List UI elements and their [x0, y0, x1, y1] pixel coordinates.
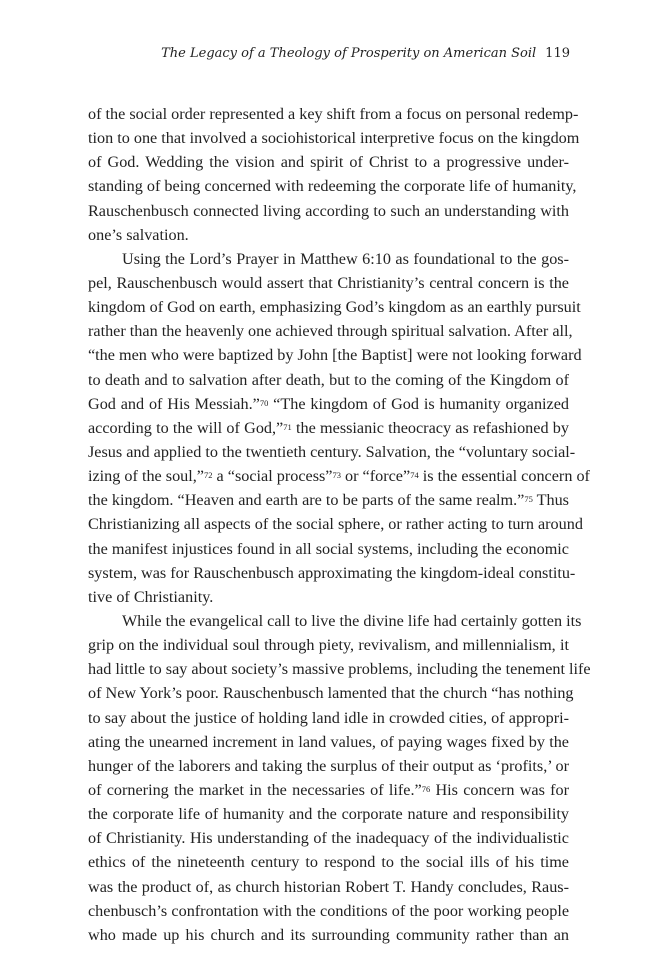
text-line: Jesus and applied to the twentieth century. Salvation, the “voluntary social-: [88, 442, 576, 461]
text-line: had little to say about society’s massive problems, including the tenement life: [88, 660, 591, 679]
text-line: one’s salvation.: [88, 225, 189, 244]
running-head: [161, 46, 570, 61]
text-line: standing of being concerned with redeeming the corporate life of humanity,: [88, 177, 577, 196]
footnote-marker: 71: [283, 421, 292, 432]
text-line: the kingdom. “Heaven and earth are to be parts of the same realm.”$^{75}$ Thus: [88, 491, 569, 510]
footnote-marker: 74: [410, 470, 419, 481]
text-line: rather than the heavenly one achieved through spiritual salvation. After all,: [88, 322, 573, 341]
text-line: tion to one that involved a sociohistorical interpretive focus on the kingdom: [88, 129, 580, 148]
text-line: the corporate life of humanity and the corporate nature and responsibility: [88, 805, 569, 824]
text-line: grip on the individual soul through piety, revivalism, and millennialism, it: [88, 636, 569, 655]
text-line: to death and to salvation after death, but to the coming of the Kingdom of: [88, 370, 569, 389]
text-line: kingdom of God on earth, emphasizing God’s kingdom as an earthly pursuit: [88, 298, 581, 317]
footnote-marker: 70: [259, 397, 269, 408]
text-line: ethics of the nineteenth century to respond to the social ills of his time: [88, 853, 569, 872]
footnote-marker: 76: [421, 783, 431, 794]
text-line: system, was for Rauschenbusch approximating the kingdom-ideal constitu-: [88, 563, 576, 582]
footnote-marker: 75: [524, 494, 533, 505]
page-number: 119: [545, 46, 570, 61]
body-text: [88, 102, 591, 947]
text-line: pel, Rauschenbusch would assert that Christianity’s central concern is the: [88, 273, 569, 292]
text-line: of God. Wedding the vision and spirit of Christ to a progressive under-: [88, 153, 569, 172]
text-line: the manifest injustices found in all social systems, including the economic: [88, 539, 569, 558]
text-line: izing of the soul,”$^{72}$ a “social process”$^{73}$ or “force”$^{74}$ is the essential concern of: [88, 467, 590, 486]
text-line: While the evangelical call to live the divine life had certainly gotten its: [122, 611, 582, 630]
text-line: hunger of the laborers and taking the surplus of their output as ‘profits,’ or: [88, 756, 569, 775]
text-line: Using the Lord’s Prayer in Matthew 6:10 as foundational to the gos-: [122, 249, 569, 268]
footnote-marker: 73: [332, 470, 341, 481]
footnote-marker: 72: [203, 470, 213, 481]
text-line: according to the will of God,”$^{71}$ the messianic theocracy as refashioned by: [88, 418, 569, 437]
text-line: who made up his church and its surrounding community rather than an: [88, 925, 569, 944]
text-line: ating the unearned increment in land values, of paying wages fixed by the: [88, 732, 569, 751]
text-line: “the men who were baptized by John [the Baptist] were not looking forward: [88, 346, 582, 365]
text-line: chenbusch’s confrontation with the conditions of the poor working people: [88, 901, 569, 920]
text-line: Rauschenbusch connected living according to such an understanding with: [88, 201, 569, 220]
running-title: The Legacy of a Theology of Prosperity on American Soil: [161, 46, 537, 61]
text-line: was the product of, as church historian Robert T. Handy concludes, Raus-: [88, 877, 569, 896]
text-line: of cornering the market in the necessaries of life.”$^{76}$ His concern was for: [88, 780, 569, 799]
text-line: of the social order represented a key shift from a focus on personal redemp-: [88, 105, 579, 123]
text-line: tive of Christianity.: [88, 587, 214, 606]
text-line: of New York’s poor. Rauschenbusch lamented that the church “has nothing: [88, 684, 574, 703]
text-line: of Christianity. His understanding of the inadequacy of the individualistic: [88, 829, 569, 848]
text-line: God and of His Messiah.”$^{70}$ “The kingdom of God is humanity organized: [88, 394, 569, 413]
text-line: to say about the justice of holding land idle in crowded cities, of appropri-: [88, 708, 569, 727]
text-line: Christianizing all aspects of the social sphere, or rather acting to turn around: [88, 515, 583, 534]
